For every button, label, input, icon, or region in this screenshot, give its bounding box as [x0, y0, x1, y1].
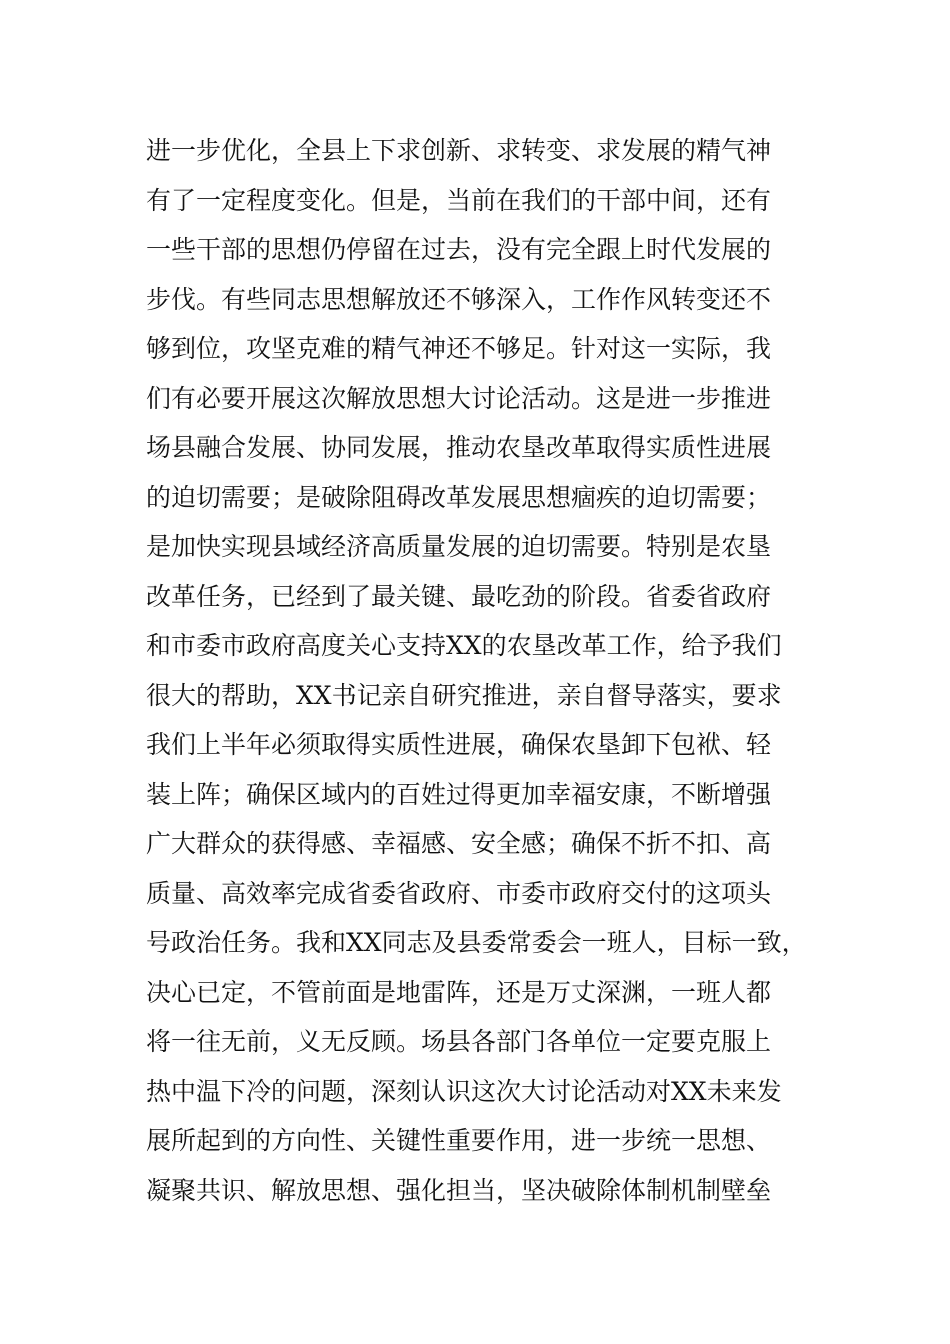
- text-line: 将一往无前，义无反顾。场县各部门各单位一定要克服上: [146, 1027, 772, 1056]
- text-line: 装上阵；确保区域内的百姓过得更加幸福安康，不断增强: [146, 779, 772, 809]
- text-line: 是加快实现县域经济高质量发展的迫切需要。特别是农垦: [146, 532, 772, 561]
- text-line: 有了一定程度变化。但是，当前在我们的干部中间，还有: [146, 185, 772, 215]
- text-line: 广大群众的获得感、幸福感、安全感；确保不折不扣、高: [146, 829, 772, 858]
- text-line: 步伐。有些同志思想解放还不够深入，工作作风转变还不: [146, 284, 772, 314]
- text-line: 们有必要开展这次解放思想大讨论活动。这是进一步推进: [146, 383, 772, 413]
- text-line: 质量、高效率完成省委省政府、市委市政府交付的这项头: [146, 878, 772, 908]
- body-paragraph: [146, 126, 836, 1215]
- text-line: 的迫切需要；是破除阻碍改革发展思想痼疾的迫切需要；: [146, 482, 772, 512]
- text-line: 热中温下冷的问题，深刻认识这次大讨论活动对XX未来发: [146, 1076, 782, 1106]
- text-line: 号政治任务。我和XX同志及县委常委会一班人，目标一致，: [146, 928, 807, 957]
- text-line: 展所起到的方向性、关键性重要作用，进一步统一思想、: [146, 1126, 772, 1155]
- text-line: 改革任务，已经到了最关键、最吃劲的阶段。省委省政府: [146, 581, 772, 611]
- text-line: 场县融合发展、协同发展，推动农垦改革取得实质性进展: [146, 433, 772, 462]
- text-line: 一些干部的思想仍停留在过去，没有完全跟上时代发展的: [146, 235, 772, 264]
- text-line: 凝聚共识、解放思想、强化担当，坚决破除体制机制壁垒: [146, 1175, 772, 1205]
- text-line: 很大的帮助，XX书记亲自研究推进，亲自督导落实，要求: [146, 680, 782, 710]
- text-line: 决心已定，不管前面是地雷阵，还是万丈深渊，一班人都: [146, 977, 772, 1007]
- text-line: 够到位，攻坚克难的精气神还不够足。针对这一实际，我: [146, 334, 772, 363]
- text-line: 进一步优化，全县上下求创新、求转变、求发展的精气神: [146, 136, 772, 165]
- text-line: 和市委市政府高度关心支持XX的农垦改革工作，给予我们: [146, 631, 782, 660]
- text-line: 我们上半年必须取得实质性进展，确保农垦卸下包袱、轻: [146, 730, 772, 759]
